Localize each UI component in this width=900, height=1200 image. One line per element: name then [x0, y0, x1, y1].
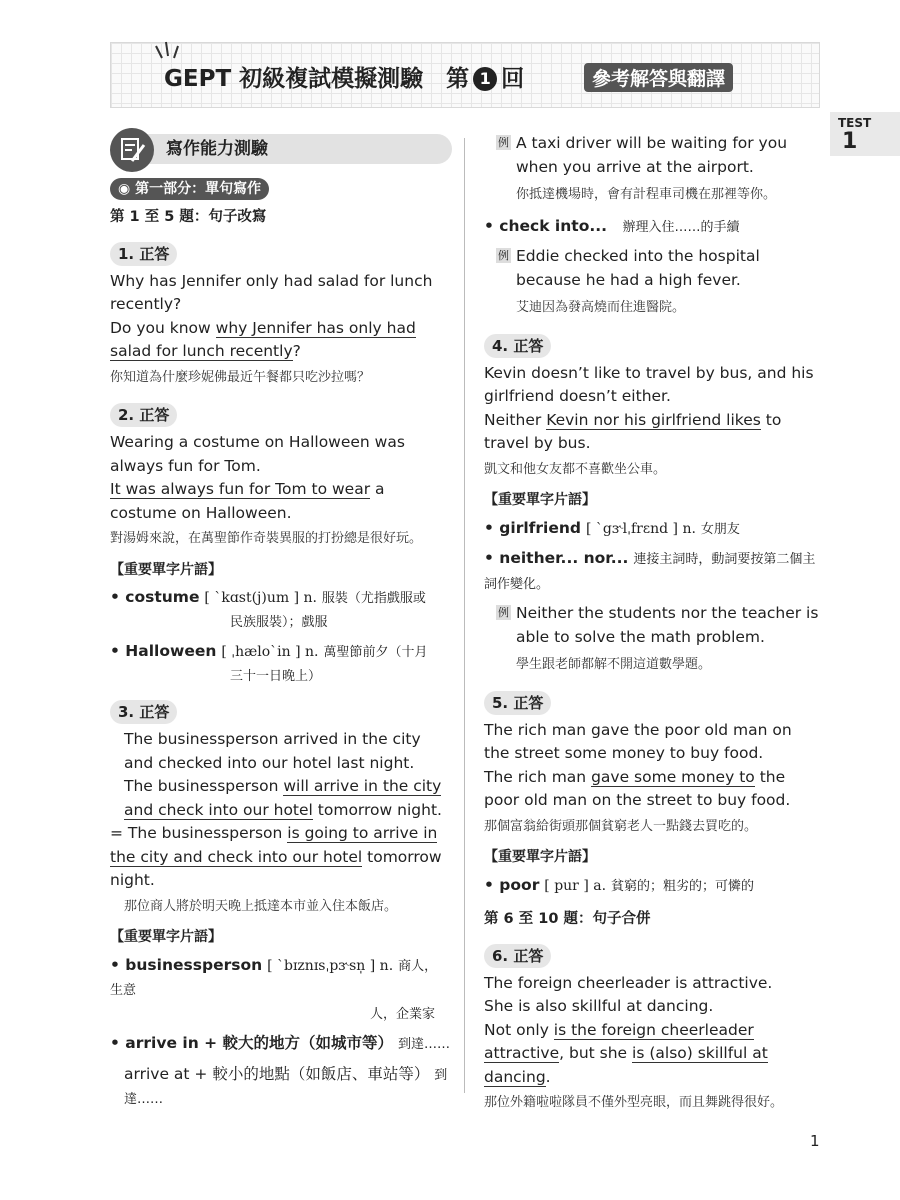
- left-column: [110, 128, 450, 1118]
- question-text: Wearing a costume on Halloween was always fun for Tom.: [110, 433, 405, 475]
- column-divider: [464, 138, 465, 1093]
- subheading: 第 1 至 5 題：句子改寫: [110, 209, 267, 225]
- vocab-heading: 【重要單字片語】: [484, 849, 596, 865]
- translation: 那個富翁給街頭那個貧窮老人一點錢去買吃的。: [484, 818, 758, 834]
- section-title: [110, 128, 450, 172]
- example: 例 A taxi driver will be waiting for you when you arrive at the airport.: [498, 134, 788, 176]
- question-label: 5. 正答: [484, 691, 551, 715]
- page-number: 1: [810, 1132, 820, 1150]
- translation: 艾迪因為發高燒而住進醫院。: [516, 300, 686, 315]
- vocab-heading: 【重要單字片語】: [484, 492, 596, 508]
- vocab-heading: 【重要單字片語】: [110, 561, 222, 578]
- answer-text: Neither Kevin nor his girlfriend likes to travel by bus.: [484, 410, 782, 452]
- answer-text: Not only is the foreign cheerleader attractive, but she is (also) skillful at dancing.: [484, 1020, 768, 1086]
- answer-text: The businessperson will arrive in the city and check into our hotel tomorrow night.: [124, 777, 442, 819]
- translation: 你抵達機場時，會有計程車司機在那裡等你。: [516, 187, 777, 202]
- writing-icon: [110, 128, 154, 172]
- question-text: The foreign cheerleader is attractive.: [484, 973, 773, 992]
- answer-text: The rich man gave some money to the poor old man on the street to buy food.: [484, 767, 791, 809]
- question-text: Why has Jennifer only had salad for lunch recently?: [110, 271, 433, 313]
- vocab-item: • neither... nor... 連接主詞時，動詞要按第二個主詞作變化。: [484, 549, 816, 592]
- question-label: 6. 正答: [484, 944, 551, 968]
- question-label: 3. 正答: [110, 700, 177, 724]
- subheading: 第 6 至 10 題：句子合併: [484, 911, 651, 927]
- page-title: GEPT 初級複試模擬測驗 第 1 回: [164, 66, 525, 92]
- answer-text: It was always fun for Tom to wear a costume on Halloween.: [110, 480, 385, 522]
- translation: 那位商人將於明天晚上抵達本市並入住本飯店。: [124, 898, 398, 914]
- vocab-item: • costume [ ˋkɑst(j)um ] n. 服裝（尤指戲服或 民族服裝）；戲服: [110, 588, 426, 630]
- section-title-text: 寫作能力測驗: [166, 139, 268, 159]
- right-column: [484, 128, 822, 1123]
- translation: 對湯姆來說，在萬聖節作奇裝異服的打扮總是很好玩。: [110, 531, 423, 546]
- example: 例 Neither the students nor the teacher is able to solve the math problem.: [498, 604, 819, 646]
- vocab-item: • girlfriend [ ˋgɝlˌfrɛnd ] n. 女朋友: [484, 518, 740, 537]
- vocab-item: • arrive in + 較大的地方（如城市等） 到達……: [110, 1034, 450, 1052]
- answer-badge: 參考解答與翻譯: [584, 63, 733, 92]
- answer-text-alt: = The businessperson is going to arrive in the city and check into our hotel tomorrow night.: [110, 824, 442, 889]
- vocab-item: • poor [ pur ] a. 貧窮的；粗劣的；可憐的: [484, 875, 754, 894]
- vocab-heading: 【重要單字片語】: [110, 929, 222, 945]
- vocab-item: • Halloween [ ˌhæloˋin ] n. 萬聖節前夕（十月 三十一日晚上）: [110, 642, 428, 684]
- question-label: 2. 正答: [110, 403, 177, 427]
- part-label: ◉ 第一部分：單句寫作: [110, 178, 269, 200]
- translation: 學生跟老師都解不開這道數學題。: [516, 657, 712, 672]
- test-tab-label: TEST: [838, 116, 872, 130]
- test-tab: [830, 112, 900, 156]
- translation: 那位外籍啦啦隊員不僅外型亮眼，而且舞跳得很好。: [484, 1095, 784, 1110]
- question-text: The rich man gave the poor old man on the street some money to buy food.: [484, 720, 792, 762]
- question-text: She is also skillful at dancing.: [484, 997, 714, 1015]
- question-label: 1. 正答: [110, 242, 177, 266]
- vocab-item: • check into... 辦理入住……的手續: [484, 216, 740, 235]
- answer-text: Do you know why Jennifer has only had salad for lunch recently?: [110, 318, 416, 360]
- example: 例 Eddie checked into the hospital because he had a high fever.: [498, 247, 760, 289]
- question-text: Kevin doesn’t like to travel by bus, and his girlfriend doesn’t either.: [484, 363, 814, 405]
- test-tab-number: 1: [842, 129, 858, 154]
- question-text: The businessperson arrived in the city and checked into our hotel last night.: [124, 730, 421, 772]
- vocab-item: • businessperson [ ˋbɪznɪsˌpɝsn̩ ] n. 商人，生意 人，企業家: [110, 955, 438, 1022]
- vocab-item: arrive at + 較小的地點（如飯店、車站等） 到達……: [124, 1064, 448, 1107]
- question-label: 4. 正答: [484, 334, 551, 358]
- translation: 你知道為什麼珍妮佛最近午餐都只吃沙拉嗎？: [110, 369, 371, 385]
- translation: 凱文和他女友都不喜歡坐公車。: [484, 461, 667, 477]
- round-number: 1: [473, 67, 497, 91]
